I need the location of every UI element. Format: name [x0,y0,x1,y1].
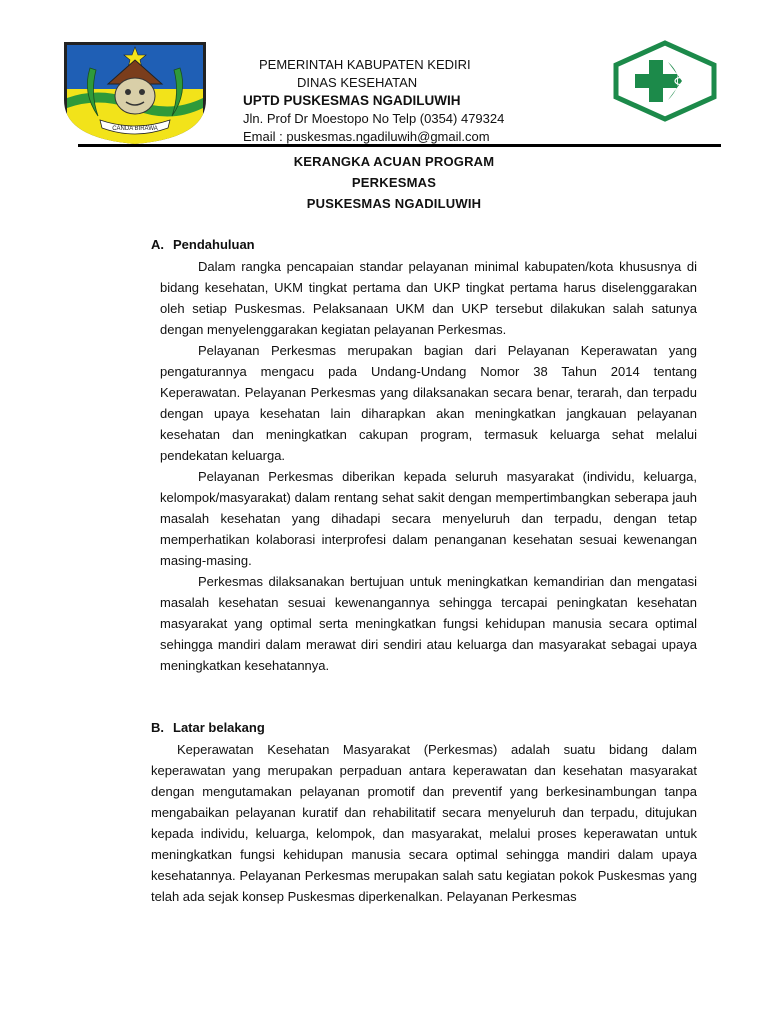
section-latar-belakang [151,717,697,907]
email-line: Email : puskesmas.ngadiluwih@gmail.com [243,129,490,144]
section-a-title: Pendahuluan [173,237,255,252]
section-a-label: A. [151,237,164,252]
address-line: Jln. Prof Dr Moestopo No Telp (0354) 479324 [243,111,505,126]
section-a-heading [151,234,697,256]
title-line-2: PERKESMAS [351,175,437,190]
kabupaten-kediri-logo [60,38,210,146]
letterhead [243,56,504,146]
section-pendahuluan [151,234,697,676]
paragraph: Keperawatan Kesehatan Masyarakat (Perkesmas) adalah suatu bidang dalam keperawatan yang merupakan perpaduan antara keperawatan dan kesehatan masyarakat dengan mengutamakan pelayanan promotif dan preventif yang berkesinambungan tanpa mengabaikan pelayanan kuratif dan rehabilitatif secara menyeluruh dan terpadu, ditujukan kepada individu, keluarga, kelompok, dan masyarakat, melalui proses keperawatan untuk meningkatkan fungsi kehidupan manusia secara optimal sehingga mandiri dalam upaya kesehatannya. Pelayanan Perkesmas merupakan salah satu kegiatan pokok Puskesmas yang telah ada sejak konsep Puskesmas diperkenalkan. Pelayanan Perkesmas [151,742,697,904]
unit-name: UPTD PUSKESMAS NGADILUWIH [243,93,461,108]
department-name: DINAS KESEHATAN [297,75,418,90]
section-b-title: Latar belakang [173,720,265,735]
title-line-1: KERANGKA ACUAN PROGRAM [293,154,495,169]
paragraph: Dalam rangka pencapaian standar pelayanan minimal kabupaten/kota khususnya di bidang kesehatan, UKM tingkat pertama dan UKP tingkat pertama harus diselenggarakan oleh setiap Puskesmas. Pelaksanaan UKM dan UKP tersebut dilakukan salah satunya dengan menyelenggarakan kegiatan pelayanan Perkesmas. [160,259,697,337]
puskesmas-logo [612,40,718,122]
svg-text:CANDA BIRAWA: CANDA BIRAWA [112,126,158,132]
paragraph: Pelayanan Perkesmas merupakan bagian dari Pelayanan Keperawatan yang pengaturannya mengacu pada Undang-Undang Nomor 38 Tahun 2014 tentang Keperawatan. Pelayanan Perkesmas yang dilaksanakan secara benar, terarah, dan terpadu dengan upaya kesehatan lain diharapkan akan meningkatkan jangkauan pelayanan kesehatan dan meningkatkan cakupan program, termasuk keluarga sehat melalui pendekatan keluarga. [160,343,697,463]
paragraph: Perkesmas dilaksanakan bertujuan untuk meningkatkan kemandirian dan mengatasi masalah kesehatan sesuai kewenangannya sehingga tercapai peningkatan kesehatan masyarakat yang optimal serta meningkatkan fungsi kehidupan manusia secara optimal sehingga mandiri dalam merawat diri sendiri atau keluarga dan masyarakat sebagai upaya meningkatkan kesehatannya. [160,574,697,673]
title-line-3: PUSKESMAS NGADILUWIH [306,196,482,211]
document-title [0,151,768,214]
government-name: PEMERINTAH KABUPATEN KEDIRI [259,57,471,72]
section-b-label: B. [151,720,164,735]
paragraph: Pelayanan Perkesmas diberikan kepada seluruh masyarakat (individu, keluarga, kelompok/masyarakat) dalam rentang sehat sakit dengan mempertimbangkan seberapa jauh masalah kesehatan yang dihadapi secara menyeluruh dan terpadu, dengan tetap memperhatikan kolaborasi interprofesi dalam penanganan kesehatan sesuai kewenangan masing-masing. [160,469,697,568]
section-b-heading [151,717,697,739]
header-divider [78,144,721,147]
